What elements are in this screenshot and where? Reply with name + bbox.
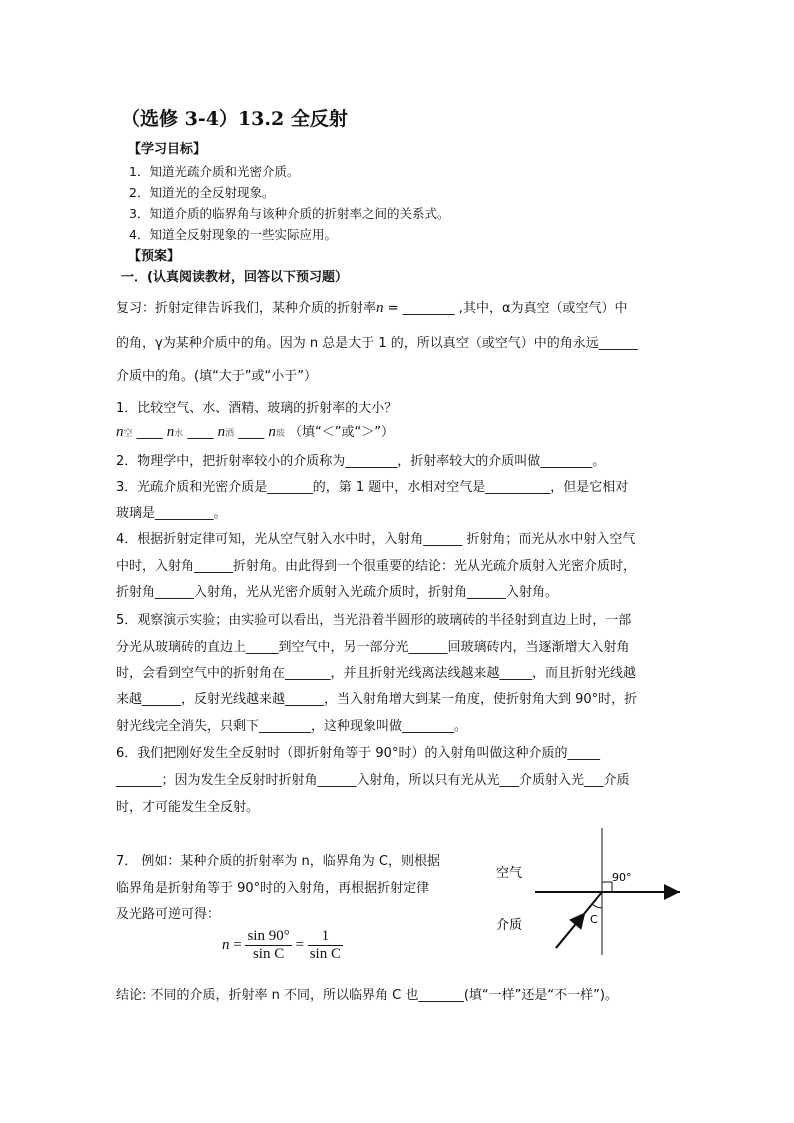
angle-90-label: 90°: [612, 871, 632, 884]
question-3-line-1: 3．光疏介质和光密介质是_______的，第 1 题中，水相对空气是__________，但是它相对: [116, 480, 629, 495]
question-5-line-5: 射光线完全消失，只剩下________，这种现象叫做________。: [116, 719, 468, 734]
question-7-line-1: 7． 例如：某种介质的折射率为 n，临界角为 C，则根据: [116, 854, 440, 869]
question-5-line-1: 5．观察演示实验；由实验可以看出，当光沿着半圆形的玻璃砖的半径射到直边上时，一部: [116, 613, 632, 628]
goal-item-2: 2．知道光的全反射现象。: [129, 185, 275, 200]
goals-heading: 【学习目标】: [128, 142, 207, 157]
right-angle-mark: [602, 882, 612, 892]
review-line-3: 介质中的角。(填“大于”或“小于”）: [116, 369, 318, 384]
n-symbol: n: [376, 300, 384, 316]
review-line-2: 的角，γ为某种介质中的角。因为 n 总是大于 1 的，所以真空（或空气）中的角永远______: [116, 336, 638, 351]
conclusion: 结论: 不同的介质，折射率 n 不同，所以临界角 C 也_______(填“一样”还是“不一样”)。: [116, 988, 618, 1003]
goal-item-4: 4．知道全反射现象的一些实际应用。: [129, 227, 337, 242]
incident-ray-arrow: [556, 914, 584, 948]
medium-label: 介质: [496, 918, 523, 933]
question-4-line-2: 中时，入射角______折射角。由此得到一个很重要的结论：光从光疏介质射入光密介质时，: [116, 559, 637, 574]
total-reflection-diagram: [490, 820, 690, 960]
question-5-line-2: 分光从玻璃砖的直边上_____到空气中，另一部分光______回玻璃砖内，当逐渐增大入射角: [116, 640, 630, 655]
question-7-line-2: 临界角是折射角等于 90°时的入射角，再根据折射定律: [116, 881, 430, 896]
question-6-line-1: 6．我们把刚好发生全反射时（即折射角等于 90°时）的入射角叫做这种介质的_____: [116, 746, 600, 761]
section1-heading: 一．(认真阅读教材，回答以下预习题）: [121, 270, 348, 285]
question-2: 2．物理学中，把折射率较小的介质称为________，折射率较大的介质叫做________。: [116, 454, 606, 469]
question-6-line-3: 时，才可能发生全反射。: [116, 800, 260, 815]
angle-c-label: C: [590, 913, 598, 926]
q1-comparison: n空 ____ n水 ____ n酒 ____ n玻 （填“＜”或“＞”）: [116, 424, 394, 440]
critical-angle-formula: n = $\frac{\sin 90^\circ}{\text{sin C}}$ = $\frac{1}{\text{sin C}}$: [222, 928, 341, 962]
review-text-b: = ________ ,其中，α为真空（或空气）中: [383, 301, 628, 316]
air-label: 空气: [496, 866, 523, 881]
question-5-line-3: 时，会看到空气中的折射角在_______，并且折射光线离法线越来越_____，而且折射光线越: [116, 666, 637, 681]
question-4-line-1: 4．根据折射定律可知，光从空气射入水中时，入射角______ 折射角；而光从水中射入空气: [116, 532, 636, 547]
question-1: 1．比较空气、水、酒精、玻璃的折射率的大小？: [116, 401, 398, 416]
review-line-1: [116, 297, 628, 317]
review-text-a: 复习：折射定律告诉我们，某种介质的折射率: [116, 301, 377, 316]
goal-item-3: 3．知道介质的临界角与该种介质的折射率之间的关系式。: [129, 206, 450, 221]
question-4-line-3: 折射角______入射角，光从光密介质射入光疏介质时，折射角______入射角。: [116, 585, 559, 600]
question-5-line-4: 来越______，反射光线越来越______，当入射角增大到某一角度，使折射角大到 90°时，折: [116, 692, 638, 707]
question-3-line-2: 玻璃是_________。: [116, 506, 227, 521]
goal-item-1: 1．知道光疏介质和光密介质。: [129, 164, 300, 179]
question-7-line-3: 及光路可逆可得：: [116, 907, 221, 922]
page-title: （选修 3-4）13.2 全反射: [121, 108, 348, 130]
question-6-line-2: _______；因为发生全反射时折射角______入射角，所以只有光从光___介质射入光___介质: [116, 773, 630, 788]
plan-heading: 【预案】: [128, 249, 181, 264]
angle-c-arc: [592, 904, 602, 908]
